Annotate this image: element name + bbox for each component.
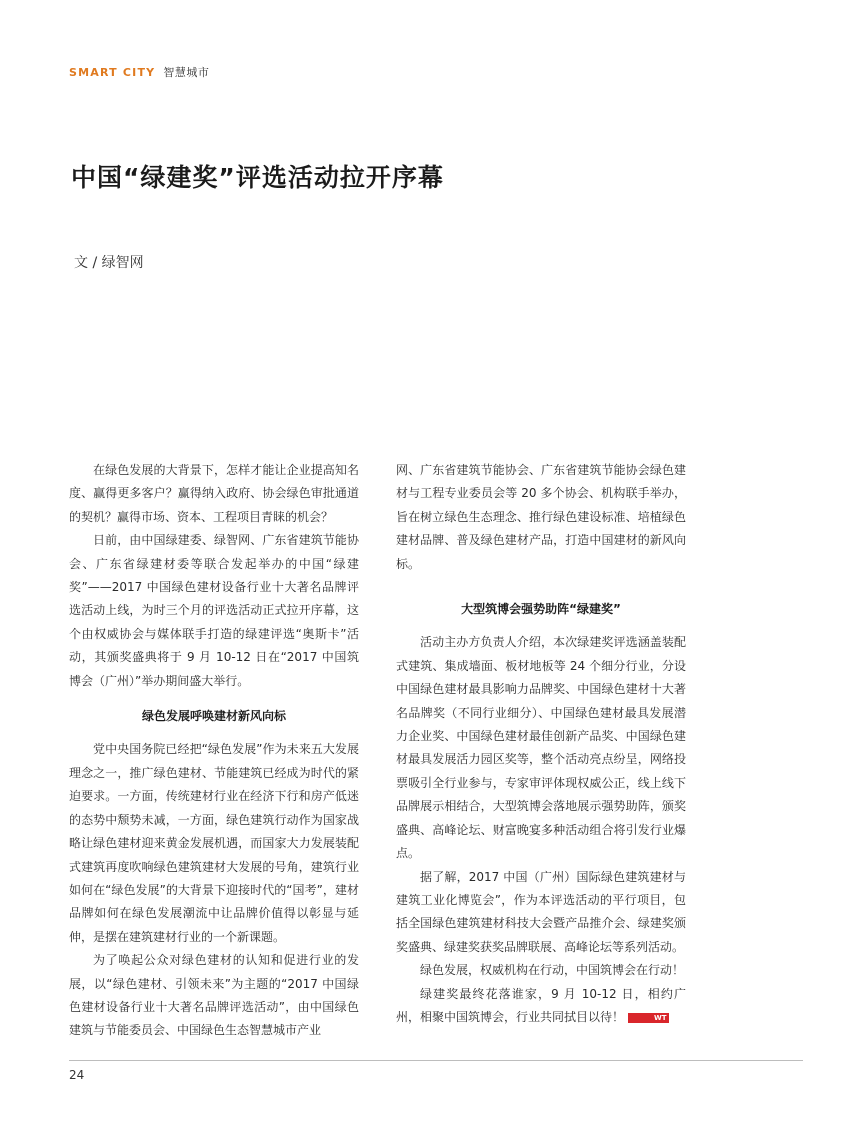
- paragraph: 在绿色发展的大背景下，怎样才能让企业提高知名度、赢得更多客户？赢得纳入政府、协会绿色审批通道的契机？赢得市场、资本、工程项目青睐的机会？: [69, 463, 359, 524]
- header-brand-en: SMART CITY: [69, 66, 156, 79]
- section-heading: 绿色发展呼唤建材新风向标: [141, 709, 286, 724]
- paragraph: 日前，由中国绿建委、绿智网、广东省建筑节能协会、广东省绿建材委等联合发起举办的中国“绿建奖”——2017 中国绿色建材设备行业十大著名品牌评选活动上线，为时三个月的评选活动正式拉开序幕，这个由权威协会与媒体联手打造的绿建评选“奥斯卡”活动，其颁奖盛典将于 9 月 10-12 日在“2017 中国筑博会（广州）”举办期间盛大举行。: [69, 533, 359, 688]
- article-byline: 文 / 绿智网: [74, 255, 144, 271]
- running-header: [69, 64, 209, 80]
- footer-divider: [69, 1060, 803, 1061]
- paragraph: 绿色发展，权威机构在行动，中国筑博会在行动！: [420, 963, 685, 978]
- paragraph: 活动主办方负责人介绍，本次绿建奖评选涵盖装配式建筑、集成墙面、板材地板等 24 个细分行业，分设中国绿色建材最具影响力品牌奖、中国绿色建材十大著名品牌奖（不同行业细分）、中国绿色建材最具发展潜力企业奖、中国绿色建材最佳创新产品奖、中国绿色建材最具发展活力园区奖等，整个活动亮点纷呈，网络投票吸引全行业参与，专家审评体现权威公正，线上线下品牌展示相结合，大型筑博会落地展示强势助阵，颁奖盛典、高峰论坛、财富晚宴多种活动组合将引发行业爆点。: [396, 635, 686, 861]
- paragraph-final: [396, 983, 686, 1030]
- paragraph: 为了唤起公众对绿色建材的认知和促进行业的发展，以“绿色建材、引领未来”为主题的“2017 中国绿色建材设备行业十大著名品牌评选活动”，由中国绿色建筑与节能委员会、中国绿色生态智慧城市产业: [69, 953, 359, 1038]
- right-column: [396, 459, 686, 1029]
- paragraph: 党中央国务院已经把“绿色发展”作为未来五大发展理念之一，推广绿色建材、节能建筑已经成为时代的紧迫要求。一方面，传统建材行业在经济下行和房产低迷的态势中颓势未减，一方面，绿色建筑行动作为国家战略让绿色建材迎来黄金发展机遇，而国家大力发展装配式建筑再度吹响绿色建筑建材大发展的号角，建筑行业如何在“绿色发展”的大背景下迎接时代的“国考”，建材品牌如何在绿色发展潮流中让品牌价值得以彰显与延伸，是摆在建筑建材行业的一个新课题。: [69, 742, 359, 944]
- header-brand-zh: 智慧城市: [163, 66, 210, 79]
- left-column: [69, 459, 359, 1043]
- section-heading: 大型筑博会强势助阵“绿建奖”: [461, 602, 621, 617]
- end-logo-icon: WT: [628, 1013, 669, 1023]
- paragraph-final-text: 绿建奖最终花落谁家，9 月 10-12 日，相约广州，相聚中国筑博会，行业共同拭目以待！: [396, 986, 686, 1024]
- page-number: 24: [69, 1068, 85, 1082]
- paragraph: 据了解，2017 中国（广州）国际绿色建筑建材与建筑工业化博览会”，作为本评选活动的平行项目，包括全国绿色建筑建材科技大会暨产品推介会、绿建奖颁奖盛典、绿建奖获奖品牌联展、高峰论坛等系列活动。: [396, 869, 686, 954]
- article-title: 中国“绿建奖”评选活动拉开序幕: [71, 163, 444, 192]
- paragraph-continuation: 网、广东省建筑节能协会、广东省建筑节能协会绿色建材与工程专业委员会等 20 多个协会、机构联手举办，旨在树立绿色生态理念、推行绿色建设标准、培植绿色建材品牌、普及绿色建材产品，打造中国建材的新风向标。: [396, 463, 686, 571]
